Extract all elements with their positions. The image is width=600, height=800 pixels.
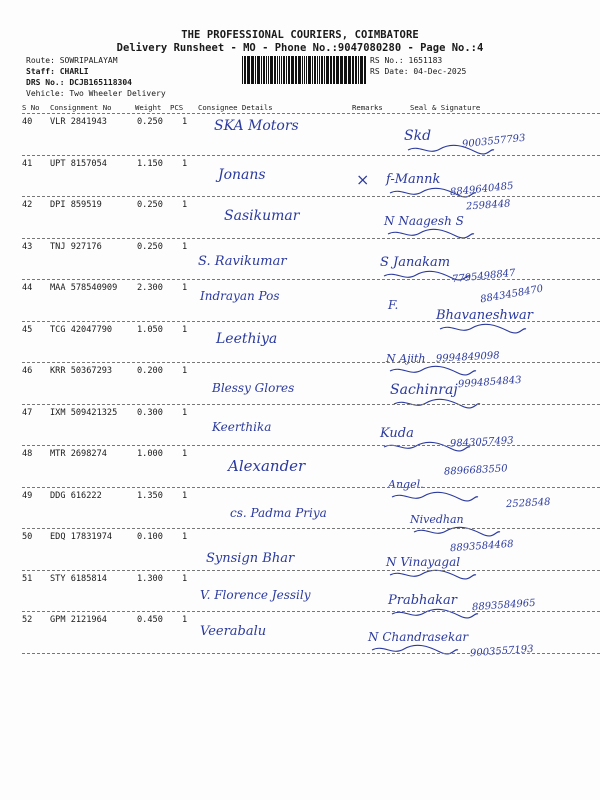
column-header-remarks: Remarks (352, 103, 383, 112)
pieces-count: 1 (182, 200, 188, 210)
serial-number: 46 (22, 366, 33, 376)
barcode-bar (340, 56, 343, 84)
pieces-count: 1 (182, 532, 188, 542)
barcode-bar (324, 56, 325, 84)
signature-flourish (406, 144, 496, 158)
consignee-name: Synsign Bhar (206, 551, 295, 566)
barcode-bar (302, 56, 303, 84)
barcode-bar (283, 56, 285, 84)
barcode-bar (360, 56, 363, 84)
column-header-sno: S No (22, 103, 40, 112)
consignment-number: KRR 50367293 (50, 366, 113, 376)
pieces-count: 1 (182, 366, 188, 376)
serial-number: 52 (22, 615, 33, 625)
weight-value: 0.100 (137, 532, 163, 542)
receiver-phone: 9003557193 (469, 643, 534, 660)
barcode-bar (274, 56, 276, 84)
weight-value: 1.150 (137, 158, 163, 169)
barcode-bar (352, 56, 354, 84)
receiver-phone: 8893584468 (449, 538, 514, 555)
row-divider (22, 279, 600, 280)
signature-stroke (440, 324, 526, 333)
receiver-signature: N Vinayagal (386, 555, 461, 569)
receiver-phone: 9994849098 (435, 350, 500, 365)
serial-number: 41 (22, 158, 33, 169)
barcode-bar (242, 56, 243, 84)
receiver-signature: N Naagesh S (384, 214, 464, 228)
barcode-bar (266, 56, 267, 84)
consignee-name: V. Florence Jessily (200, 588, 311, 602)
receiver-signature: Bhavaneshwar (436, 308, 533, 323)
barcode-bar (277, 56, 278, 84)
signature-stroke (392, 492, 478, 501)
receiver-signature: Prabhakar (388, 593, 457, 608)
serial-number: 44 (22, 283, 33, 293)
staff-label: Staff: CHARLI (26, 67, 89, 76)
weight-value: 0.250 (137, 241, 163, 252)
row-divider (22, 653, 600, 654)
pieces-count: 1 (182, 283, 188, 293)
barcode-bar (261, 56, 262, 84)
pieces-count: 1 (182, 241, 188, 252)
signature-flourish (388, 187, 478, 201)
receiver-signature: Sachinraj (390, 382, 458, 398)
weight-value: 1.300 (137, 573, 163, 584)
barcode-bar (348, 56, 351, 84)
consignee-name: Alexander (228, 457, 306, 475)
receiver-signature: Kuda (380, 426, 414, 441)
consignment-number: STY 6185814 (50, 573, 107, 584)
weight-value: 0.300 (137, 407, 163, 418)
column-header-consignment: Consignment No (50, 103, 112, 112)
receiver-phone: 9994854843 (457, 374, 522, 391)
barcode-bar (321, 56, 323, 84)
serial-number: 42 (22, 200, 33, 210)
consignment-number: UPT 8157054 (50, 158, 107, 169)
consignment-number: GPM 2121964 (50, 615, 107, 625)
barcode-bar (344, 56, 347, 84)
column-header-seal: Seal & Signature (410, 103, 481, 112)
signature-flourish (386, 228, 476, 242)
consignment-number: DPI 859519 (50, 200, 102, 210)
receiver-phone: 8849640485 (449, 180, 515, 199)
receiver-signature: Nivedhan (410, 513, 464, 526)
column-header-consignee: Consignee Details (198, 103, 273, 112)
consignee-name: SKA Motors (214, 118, 299, 134)
receiver-signature: Skd (404, 128, 432, 144)
consignment-number: IXM 509421325 (50, 407, 118, 418)
barcode-bar (270, 56, 273, 84)
serial-number: 47 (22, 407, 33, 418)
consignment-number: TCG 42047790 (50, 324, 113, 335)
receiver-phone: 7795498847 (451, 267, 517, 286)
column-header-pcs: PCS (170, 103, 184, 112)
signature-flourish (370, 644, 460, 658)
serial-number: 45 (22, 324, 33, 335)
barcode-bar (263, 56, 265, 84)
row-divider (22, 611, 600, 612)
pieces-count: 1 (182, 449, 188, 459)
barcode-bar (288, 56, 290, 84)
signature-flourish (388, 365, 478, 379)
barcode-bar (255, 56, 256, 84)
consignee-name: Jonans (218, 167, 266, 183)
weight-value: 0.450 (137, 615, 163, 625)
consignee-name: S. Ravikumar (198, 254, 287, 269)
signature-flourish (382, 270, 472, 284)
barcode-bar (355, 56, 357, 84)
receiver-phone: 8843458470 (479, 283, 545, 306)
barcode-bar (257, 56, 260, 84)
receiver-signature: f-Mannk (386, 172, 441, 187)
column-header-weight: Weight (135, 103, 162, 112)
row-divider (22, 528, 600, 529)
serial-number: 43 (22, 241, 33, 252)
barcode-bar (364, 56, 366, 84)
receiver-phone: 2598448 (465, 198, 511, 213)
weight-value: 0.200 (137, 366, 163, 376)
consignee-name: cs. Padma Priya (230, 506, 327, 520)
row-divider (22, 570, 600, 571)
row-divider (22, 238, 600, 239)
remark-mark: × (356, 170, 370, 189)
serial-number: 48 (22, 449, 33, 459)
signature-flourish (388, 569, 478, 583)
receiver-phone: 8893584965 (471, 597, 536, 614)
receiver-phone: 9843057493 (449, 435, 514, 450)
row-divider (22, 196, 600, 197)
pieces-count: 1 (182, 490, 188, 501)
receiver-phone: 2528548 (505, 496, 551, 511)
consignment-number: VLR 2841943 (50, 117, 107, 127)
barcode-bar (306, 56, 307, 84)
consignee-name: Leethiya (216, 331, 278, 347)
barcode-bar (279, 56, 280, 84)
pieces-count: 1 (182, 615, 188, 625)
remark-mark: F. (388, 298, 399, 312)
pieces-count: 1 (182, 324, 188, 335)
consignee-name: Blessy Glores (212, 381, 295, 395)
receiver-signature: N Ajith (386, 352, 426, 365)
barcode (242, 56, 366, 84)
signature-flourish (382, 441, 472, 455)
row-divider (22, 445, 600, 446)
drs-number: DRS No.: DCJB165118304 (26, 78, 132, 87)
serial-number: 40 (22, 117, 33, 127)
signature-flourish (438, 323, 528, 337)
weight-value: 1.050 (137, 324, 163, 335)
consignment-number: MAA 578540909 (50, 283, 118, 293)
signature-stroke (408, 145, 494, 154)
pieces-count: 1 (182, 573, 188, 584)
row-divider (22, 155, 600, 156)
barcode-bar (336, 56, 339, 84)
weight-value: 1.350 (137, 490, 163, 501)
runsheet-title: THE PROFESSIONAL COURIERS, COIMBATORE (181, 29, 419, 41)
row-divider (22, 362, 600, 363)
pieces-count: 1 (182, 158, 188, 169)
weight-value: 2.300 (137, 283, 163, 293)
barcode-bar (268, 56, 269, 84)
weight-value: 1.000 (137, 449, 163, 459)
barcode-bar (298, 56, 301, 84)
pieces-count: 1 (182, 407, 188, 418)
barcode-bar (333, 56, 335, 84)
pieces-count: 1 (182, 117, 188, 127)
rs-number: RS No.: 1651183 (370, 56, 443, 65)
barcode-bar (314, 56, 316, 84)
consignment-number: DDG 616222 (50, 490, 102, 501)
barcode-bar (308, 56, 311, 84)
barcode-bar (358, 56, 359, 84)
barcode-bar (295, 56, 297, 84)
serial-number: 50 (22, 532, 33, 542)
vehicle-label: Vehicle: Two Wheeler Delivery (26, 89, 166, 98)
consignee-name: Veerabalu (200, 624, 267, 639)
weight-value: 0.250 (137, 117, 163, 127)
consignee-name: Sasikumar (224, 208, 300, 224)
serial-number: 49 (22, 490, 33, 501)
barcode-bar (317, 56, 318, 84)
serial-number: 51 (22, 573, 33, 584)
row-divider (22, 487, 600, 488)
consignment-number: MTR 2698274 (50, 449, 107, 459)
barcode-bar (319, 56, 320, 84)
signature-flourish (392, 398, 482, 412)
consignment-number: TNJ 927176 (50, 241, 102, 252)
signature-stroke (390, 570, 476, 579)
barcode-bar (312, 56, 313, 84)
barcode-bar (247, 56, 250, 84)
barcode-bar (304, 56, 305, 84)
receiver-phone: 9003557793 (461, 132, 527, 151)
barcode-bar (291, 56, 294, 84)
route-label: Route: SOWRIPALAYAM (26, 56, 118, 65)
signature-flourish (390, 491, 480, 505)
receiver-phone: 8896683550 (443, 463, 508, 478)
barcode-bar (244, 56, 246, 84)
barcode-bar (326, 56, 329, 84)
weight-value: 0.250 (137, 200, 163, 210)
consignee-name: Indrayan Pos (200, 289, 280, 303)
receiver-signature: N Chandrasekar (368, 630, 469, 644)
barcode-bar (251, 56, 254, 84)
row-divider (22, 404, 600, 405)
consignment-number: EDQ 17831974 (50, 532, 113, 542)
row-divider (22, 321, 600, 322)
signature-stroke (384, 442, 470, 451)
rs-date: RS Date: 04-Dec-2025 (370, 67, 467, 76)
receiver-signature: Angel. (388, 478, 424, 491)
signature-stroke (390, 366, 476, 375)
consignee-name: Keerthika (212, 420, 272, 434)
barcode-bar (286, 56, 287, 84)
barcode-bar (330, 56, 332, 84)
receiver-signature: S Janakam (380, 255, 451, 270)
runsheet-subtitle: Delivery Runsheet - MO - Phone No.:9047080280 - Page No.:4 (116, 42, 484, 54)
barcode-bar (281, 56, 282, 84)
